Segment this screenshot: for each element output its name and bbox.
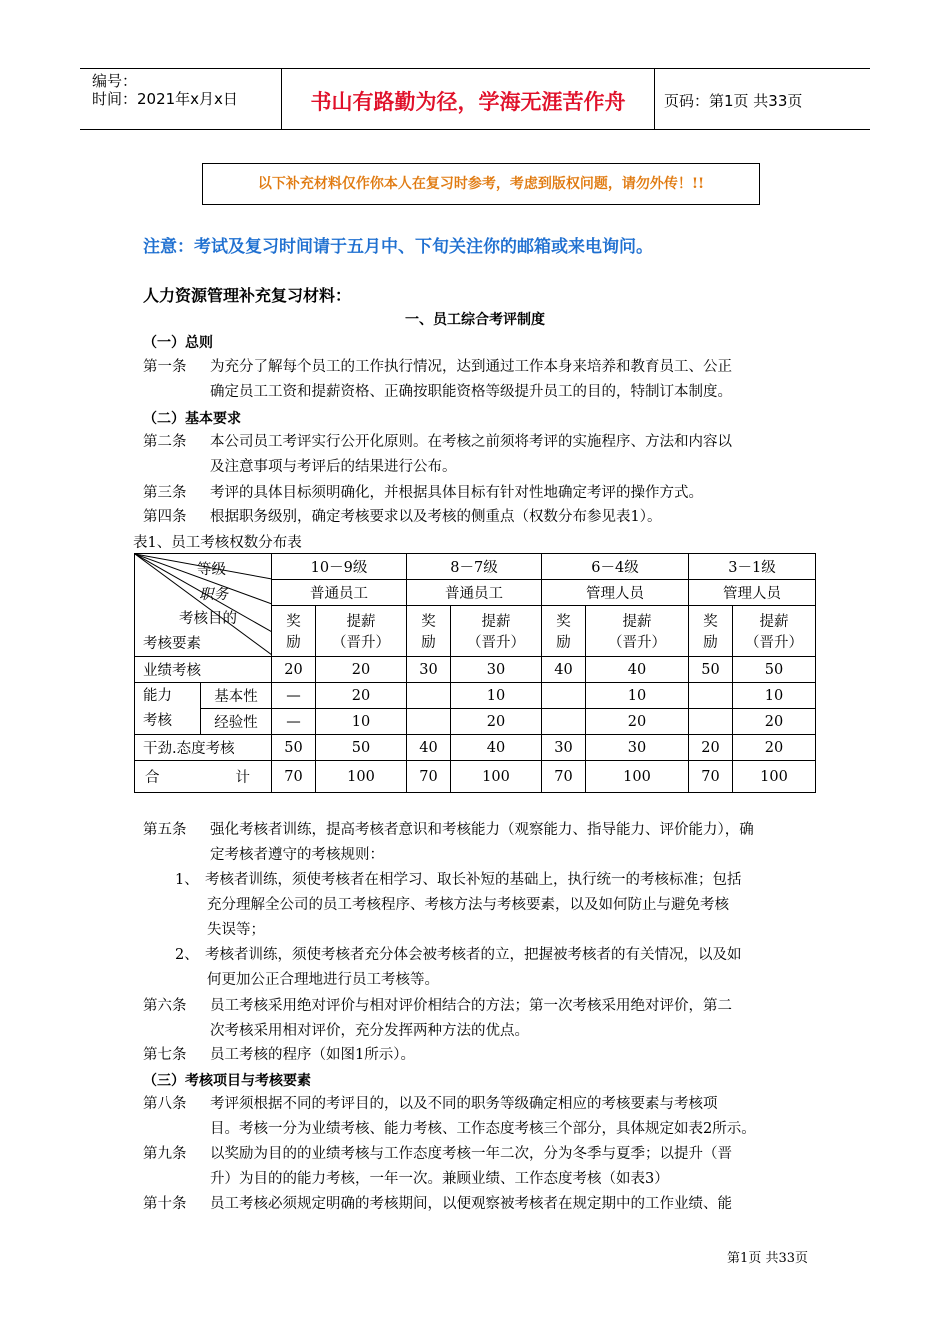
heading-general: （一）总则	[143, 335, 213, 351]
table-cell: 30	[542, 735, 586, 761]
document-title: 人力资源管理补充复习材料：	[143, 286, 352, 305]
item-text: 充分理解全公司的员工考核程序、考核方法与考核要素，以及如何防止与避免考核	[207, 897, 729, 913]
row-label-attitude: 干劲.态度考核	[135, 735, 272, 761]
article-text: 目。考核一分为业绩考核、能力考核、工作态度考核三个部分，具体规定如表2所示。	[210, 1121, 756, 1137]
table-cell: 70	[689, 761, 733, 793]
header-serial: 编号：	[92, 72, 138, 90]
article-text: 次考核采用相对评价，充分发挥两种方法的优点。	[210, 1023, 529, 1039]
table-cell: 100	[733, 761, 816, 793]
table-cell: 40	[586, 657, 689, 683]
table-cell: 50	[733, 657, 816, 683]
article-text: 定考核者遵守的考核规则：	[210, 847, 384, 863]
item-text: 失误等；	[207, 922, 265, 938]
table-cell: 100	[586, 761, 689, 793]
table-cell: 50	[689, 657, 733, 683]
table-cell: 20	[733, 735, 816, 761]
table-cell: 10	[451, 683, 542, 709]
article-text: 考评的具体目标须明确化，并根据具体目标有针对性地确定考评的操作方式。	[210, 485, 703, 501]
corner-grade-label: 等级	[197, 562, 226, 578]
table-cell: 10	[586, 683, 689, 709]
header-bottom-rule	[80, 129, 870, 130]
item-text: 何更加公正合理地进行员工考核等。	[207, 972, 439, 988]
row-label-total: 合 计	[135, 761, 272, 793]
table-cell: 50	[272, 735, 316, 761]
article-text: 考评须根据不同的考评目的，以及不同的职务等级确定相应的考核要素与考核项	[210, 1096, 718, 1112]
table-cell	[542, 683, 586, 709]
table-cell: 20	[316, 657, 407, 683]
article-text: 确定员工工资和提薪资格、正确按职能资格等级提升员工的目的，特制订本制度。	[210, 384, 732, 400]
article-5	[143, 818, 813, 868]
table-cell: 20	[733, 709, 816, 735]
table-cell: 30	[407, 657, 451, 683]
article-label: 第十条	[143, 1196, 187, 1212]
purpose-raise: 提薪 （晋升）	[733, 606, 816, 657]
position-header: 普通员工	[272, 580, 407, 606]
position-header: 普通员工	[407, 580, 542, 606]
row-label-basic: 基本性	[201, 683, 272, 709]
article-10	[143, 1192, 813, 1217]
grade-header: 6－4级	[542, 554, 689, 580]
item-number: 1、	[175, 872, 199, 888]
table-cell: 20	[451, 709, 542, 735]
header-page-info: 页码：第1页 共33页	[664, 92, 803, 110]
header-top-rule	[80, 68, 870, 69]
article-2	[143, 430, 813, 480]
purpose-reward: 奖 励	[542, 606, 586, 657]
article-text: 升）为目的的能力考核，一年一次。兼顾业绩、工作态度考核（如表3）	[210, 1171, 669, 1187]
table-corner-cell	[135, 554, 272, 657]
grade-header: 8－7级	[407, 554, 542, 580]
table-cell: 10	[316, 709, 407, 735]
item-text: 考核者训练，须使考核者充分体会被考核者的立，把握被考核者的有关情况，以及如	[205, 947, 742, 963]
grade-header: 10－9级	[272, 554, 407, 580]
article-label: 第五条	[143, 822, 187, 838]
table-cell: 20	[586, 709, 689, 735]
page-footer: 第1页 共33页	[727, 1251, 808, 1266]
row-label-experience: 经验性	[201, 709, 272, 735]
table-cell: 40	[542, 657, 586, 683]
table-cell: 40	[407, 735, 451, 761]
article-1	[143, 355, 813, 405]
attention-text: 注意：考试及复习时间请于五月中、下旬关注你的邮箱或来电询问。	[143, 237, 653, 257]
table-cell: 20	[272, 657, 316, 683]
article-6	[143, 994, 813, 1044]
purpose-raise: 提薪 （晋升）	[451, 606, 542, 657]
article-text: 及注意事项与考评后的结果进行公布。	[210, 459, 457, 475]
table-cell: 30	[586, 735, 689, 761]
table-cell: 100	[451, 761, 542, 793]
article-label: 第二条	[143, 434, 187, 450]
article-label: 第一条	[143, 359, 187, 375]
section-title: 一、员工综合考评制度	[405, 312, 545, 328]
article-3	[143, 481, 813, 506]
heading-assessment-items: （三）考核项目与考核要素	[143, 1073, 311, 1089]
table-cell: 20	[689, 735, 733, 761]
table-cell: —	[272, 683, 316, 709]
table-cell: 70	[272, 761, 316, 793]
article-text: 本公司员工考评实行公开化原则。在考核之前须将考评的实施程序、方法和内容以	[210, 434, 732, 450]
table-cell	[689, 709, 733, 735]
article-label: 第八条	[143, 1096, 187, 1112]
corner-element-label: 考核要素	[143, 636, 201, 652]
table-cell	[542, 709, 586, 735]
item-number: 2、	[175, 947, 199, 963]
article-label: 第九条	[143, 1146, 187, 1162]
article-label: 第三条	[143, 485, 187, 501]
table-cell: 70	[542, 761, 586, 793]
item-text: 考核者训练，须使考核者在相学习、取长补短的基础上，执行统一的考核标准；包括	[205, 872, 742, 888]
article-text: 以奖励为目的的业绩考核与工作态度考核一年二次，分为冬季与夏季；以提升（晋	[210, 1146, 732, 1162]
table-cell	[689, 683, 733, 709]
table-cell	[407, 683, 451, 709]
corner-position-label: 职务	[199, 587, 228, 603]
article-7	[143, 1043, 813, 1068]
table-caption: 表1、员工考核权数分布表	[133, 535, 302, 551]
purpose-reward: 奖 励	[689, 606, 733, 657]
purpose-reward: 奖 励	[407, 606, 451, 657]
header-motto: 书山有路勤为径，学海无涯苦作舟	[310, 90, 626, 114]
heading-basic-requirements: （二）基本要求	[143, 411, 241, 427]
article-text: 员工考核采用绝对评价与相对评价相结合的方法；第一次考核采用绝对评价，第二	[210, 998, 732, 1014]
table-cell: 10	[733, 683, 816, 709]
article-label: 第六条	[143, 998, 187, 1014]
table-cell: 30	[451, 657, 542, 683]
copyright-notice: 以下补充材料仅作你本人在复习时参考，考虑到版权问题，请勿外传！!!	[202, 163, 760, 205]
header-divider	[654, 68, 655, 129]
purpose-raise: 提薪 （晋升）	[316, 606, 407, 657]
article-label: 第四条	[143, 509, 187, 525]
list-item	[175, 943, 815, 993]
row-label-ability: 能力 考核	[135, 683, 201, 735]
table-cell: 20	[316, 683, 407, 709]
article-label: 第七条	[143, 1047, 187, 1063]
article-text: 为充分了解每个员工的工作执行情况，达到通过工作本身来培养和教育员工、公正	[210, 359, 732, 375]
purpose-reward: 奖 励	[272, 606, 316, 657]
article-9	[143, 1142, 813, 1192]
position-header: 管理人员	[542, 580, 689, 606]
list-item	[175, 868, 815, 943]
purpose-raise: 提薪 （晋升）	[586, 606, 689, 657]
article-text: 根据职务级别，确定考核要求以及考核的侧重点（权数分布参见表1）。	[210, 509, 662, 525]
corner-purpose-label: 考核目的	[179, 611, 237, 627]
weight-distribution-table	[134, 553, 816, 793]
row-label-performance: 业绩考核	[135, 657, 272, 683]
article-4	[143, 505, 813, 530]
article-text: 员工考核必须规定明确的考核期间，以便观察被考核者在规定期中的工作业绩、能	[210, 1196, 732, 1212]
table-cell	[407, 709, 451, 735]
article-8	[143, 1092, 813, 1142]
article-text: 员工考核的程序（如图1所示）。	[210, 1047, 415, 1063]
table-cell: —	[272, 709, 316, 735]
table-cell: 50	[316, 735, 407, 761]
article-text: 强化考核者训练，提高考核者意识和考核能力（观察能力、指导能力、评价能力），确	[210, 822, 754, 838]
table-cell: 100	[316, 761, 407, 793]
grade-header: 3－1级	[689, 554, 816, 580]
table-cell: 40	[451, 735, 542, 761]
table-cell: 70	[407, 761, 451, 793]
position-header: 管理人员	[689, 580, 816, 606]
header-time: 时间：2021年x月x日	[92, 90, 238, 108]
